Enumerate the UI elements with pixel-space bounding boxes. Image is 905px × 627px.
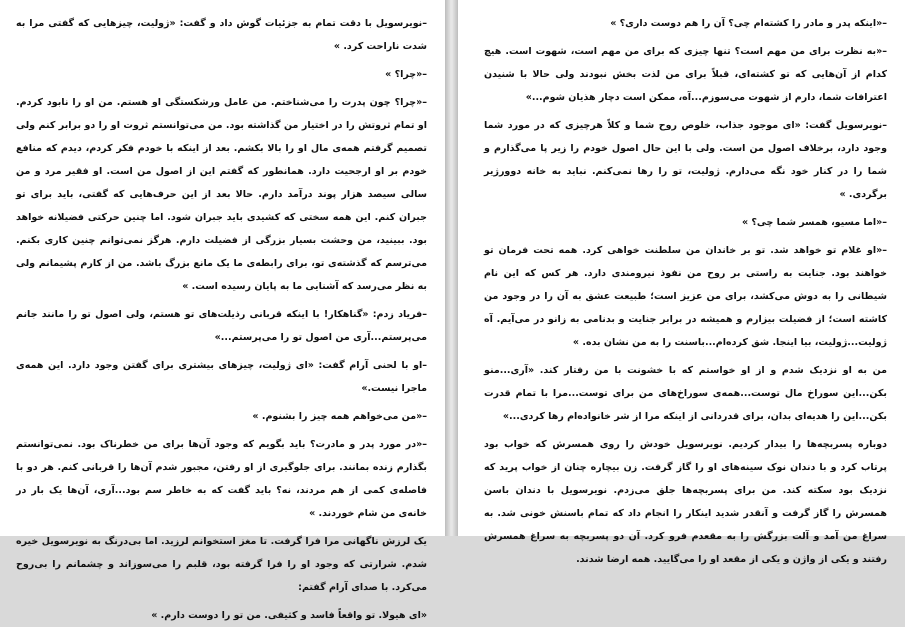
paragraph: –«اما مسیو، همسر شما چی؟ » (741, 217, 887, 228)
paragraph: «ای هیولا. تو واقعاً فاسد و کثیفی. من تو را دوست دارم. » (151, 610, 427, 621)
paragraph: –«من می‌خواهم همه چیز را بشنوم. » (252, 411, 427, 422)
paragraph: –«چرا؟ چون پدرت را می‌شناختم. من عامل ورشکستگی او هستم. من او را نابود کردم. او تمام ثروتش را در اختیار من گذاشته بود. من می‌توانستم ثروت او را دو برابر کنم ولی تصمیم گرفتم همه‌ی مال او را بالا بکشم. بعد از اینکه با خودم فکر کردم، دیدم که منافع خودم بر او ارجحیت دارد. همانطور که گفتم این از اصول من است. او فقیر مرد و من سالی سیصد هزار پوند درآمد دارم. حالا بعد از این حرف‌هایی که گفتی، باید برای تو جبران کنم. این همه سختی که کشیدی باید جبران شود. اما چنین حرکتی فضیلانه خواهد بود. ببینید، من وحشت بسیار بزرگی از فضیلت دارم. هرگز نمی‌توانم چنین کاری بکنم. می‌ترسم که گذشته‌ی تو، برای رابطه‌ی ما یک مانع بزرگ باشد. من از کارم پشیمانم ولی به نظر می‌رسد که آشنایی ما به پایان رسیده است. » (16, 97, 427, 292)
paragraph: –نویرسویل گفت: «ای موجود جذاب، خلوص روح شما و کلاً هرچیزی که در مورد شما وجود دارد، برخلاف اصول من است. ولی با این حال اصول خودم را زیر پا می‌گذارم و شما را در کنار خود نگه می‌دارم. ژولیت، تو را رها نمی‌کنم. نباید به خانه دوورژیر برگردی. » (484, 120, 887, 200)
paragraph: –«چرا؟ » (385, 69, 427, 80)
page-gutter (445, 0, 458, 536)
paragraph: –نویرسویل با دقت تمام به جزئیات گوش داد و گفت: «ژولیت، چیزهایی که گفتی مرا به شدت ناراحت کرد. » (16, 18, 427, 52)
right-page (458, 0, 905, 565)
paragraph: –«به نظرت برای من مهم است؟ تنها چیزی که برای من مهم است، شهوت است. هیچ کدام از آن‌هایی که تو کشته‌ای، قبلاً برای من لذت بخش نبودند ولی حالا با شنیدن اعترافات شما، دارم از شهوت می‌سوزم...آه، ممکن است دچار هذیان شوم...» (484, 46, 887, 103)
paragraph: –«در مورد پدر و مادرت؟ باید بگویم که وجود آن‌ها برای من خطرناک بود. نمی‌توانستم بگذارم زنده بمانند. برای جلوگیری از او رفتن، مجبور شدم آن‌ها را قربانی کنم. هر دو با فاصله‌ی کمی از هم مردند، نه؟ باید گفت که به خاطر سم بود...آری، آن‌ها یک بار در خانه‌ی من شام خوردند. » (16, 439, 427, 519)
paragraph: –«اینکه پدر و مادر را کشته‌ام چی؟ آن را هم دوست داری؟ » (610, 18, 887, 29)
left-page (0, 0, 445, 621)
paragraph: –او با لحنی آرام گفت: «ای ژولیت، چیزهای بیشتری برای گفتن وجود دارد. این همه‌ی ماجرا نیست.» (16, 360, 427, 394)
paragraph: –«او غلام تو خواهد شد. تو بر خاندان من سلطنت خواهی کرد. همه تحت فرمان تو خواهند بود. جنایت به راستی بر روح من نفوذ نیرومندی دارد. هر کس که این نام شیطانی را به دوش می‌کشد، برای من عزیز است؛ طبیعت عشق به آن را در وجود من کاشته است؛ از فضیلت بیزارم و همیشه در برابر جنایت و بدنامی به زانو در می‌آیم. آه ژولیت...ژولیت، بیا اینجا. شق کرده‌ام...باسنت را به من نشان بده. » (484, 245, 887, 348)
paragraph: دوباره پسربچه‌ها را بیدار کردیم. نویرسویل خودش را روی همسرش که خواب بود پرتاب کرد و با دندان نوک سینه‌های او را گاز گرفت. زن بیچاره چنان از خواب پرید که نزدیک بود سکته کند. من برای پسربچه‌ها جلق می‌زدم. نویرسویل با دندان باسن همسرش را گاز گرفت و آنقدر شدید اینکار را انجام داد که تمام باسنش خونی شد. به سراغ من آمد و آلت بزرگش را به مقعدم فرو کرد. آن دو پسربچه به سراغ همسرش رفتند و یکی از واژن و یکی از مقعد او را می‌گایید. همه ارضا شدند. (484, 439, 887, 565)
paragraph: من به او نزدیک شدم و از او خواستم که با خشونت با من رفتار کند. «آری...منو بکن...این سوراخ مال توست...همه‌ی سوراخ‌های من برای توست...مرا با تمام قدرت بکن...این را هدیه‌ای بدان، برای قدردانی از اینکه مرا از شر خانواده‌ام رها کردی...» (484, 365, 887, 422)
paragraph: یک لرزش ناگهانی مرا فرا گرفت. تا مغز استخوانم لرزید. اما بی‌درنگ به نویرسویل خیره شدم. شرارتی که وجود او را فرا گرفته بود، قلبم را می‌سوزاند و چشمانم را بی‌روح می‌کرد. با صدای آرام گفتم: (16, 536, 427, 593)
paragraph: –فریاد زدم: «گناهکار! با اینکه قربانی رذیلت‌های تو هستم، ولی اصول تو را مانند جانم می‌پرستم...آری من اصول تو را می‌پرستم...» (16, 309, 427, 343)
